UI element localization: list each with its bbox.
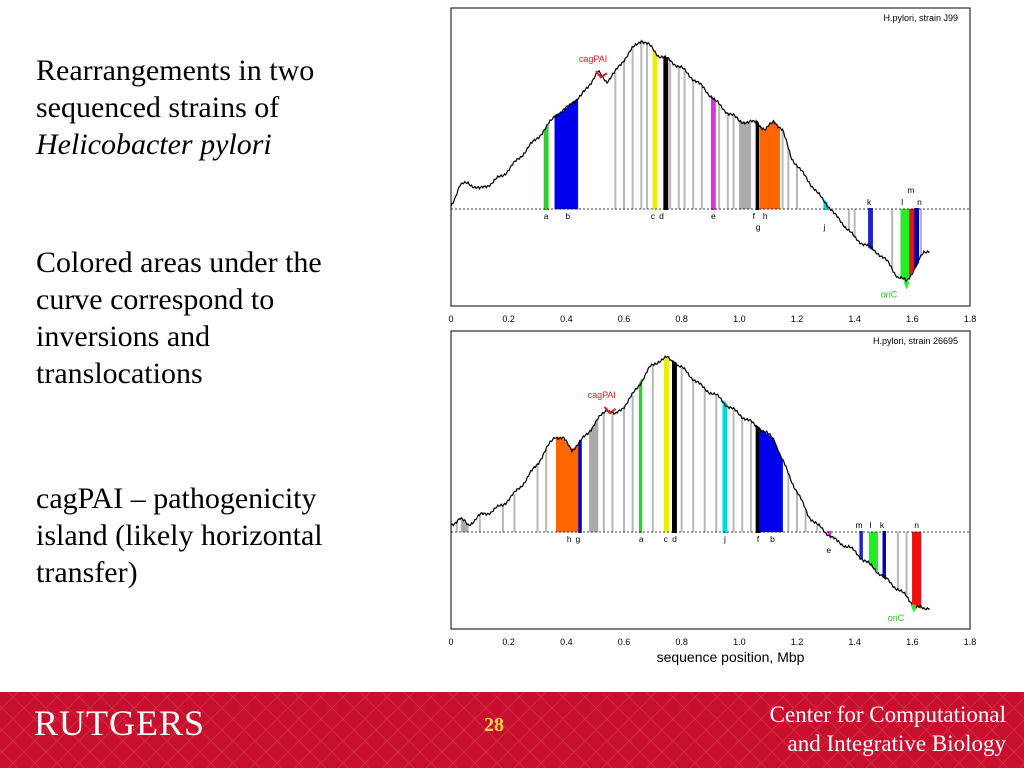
chart2-colored-band [860, 532, 861, 558]
chart2-band-label: d [672, 534, 677, 544]
chart2-band-label: e [826, 545, 832, 555]
chart2-x-tick-label: 1.0 [733, 637, 746, 647]
chart1-x-tick-label: 0 [448, 314, 454, 324]
chart2-band-label: f [756, 534, 760, 544]
text-line: sequenced strains of [36, 91, 280, 124]
text-line: Colored areas under the [36, 246, 322, 279]
page-number: 28 [484, 714, 504, 736]
chart2-band-label: l [869, 520, 872, 530]
chart1-cagpai-label: cagPAI [578, 54, 608, 65]
chart2-strain-title: H.pylori, strain 26695 [872, 336, 958, 346]
chart1-colored-band [915, 209, 918, 267]
chart1-band-label: d [659, 211, 664, 221]
chart2-band-label: n [914, 520, 920, 530]
chart1-band-label: a [543, 211, 549, 221]
chart2-colored-band [673, 362, 676, 532]
chart2-colored-band [640, 381, 641, 532]
chart1-band-label: e [711, 211, 716, 221]
chart1-colored-band [712, 97, 715, 209]
chart2-x-tick-label: 0.2 [502, 637, 515, 647]
chart1-colored-band [760, 121, 780, 209]
chart2-colored-band [912, 532, 921, 608]
chart2-colored-band [757, 426, 760, 532]
chart2-colored-band [884, 532, 885, 578]
chart1-x-tick-label: 0.6 [617, 314, 631, 324]
chart2-x-tick-label: 0.4 [560, 637, 573, 647]
chart1-x-tick-label: 1.6 [906, 314, 919, 324]
chart1-band-label: c [650, 211, 655, 221]
text-line: inversions and [36, 320, 211, 353]
text-line: Rearrangements in two [36, 54, 315, 87]
chart1-x-tick-label: 0.4 [560, 314, 573, 324]
chart1-x-tick-label: 1.0 [733, 314, 746, 324]
chart2-band-label: m [855, 520, 863, 530]
chart1-colored-band [664, 58, 667, 209]
chart1-colored-band [869, 209, 872, 249]
text-line: transfer) [36, 556, 138, 589]
center-logo-line: and Integrative Biology [787, 731, 1006, 756]
chart2-band-label: b [770, 534, 775, 544]
chart2-x-tick-label: 1.6 [906, 637, 919, 647]
chart2-colored-band [723, 402, 726, 532]
text-line: cagPAI – pathogenicity [36, 482, 317, 515]
chart1-x-tick-label: 1.2 [790, 314, 804, 324]
text-line: translocations [36, 357, 203, 390]
chart1-band-label: n [917, 197, 922, 207]
chart1-x-tick-label: 1.8 [963, 314, 977, 324]
chart1-colored-band [757, 122, 758, 209]
chart2-x-tick-label: 0.6 [617, 637, 631, 647]
chart2-colored-band [556, 437, 579, 532]
chart2-band-label: h [566, 534, 572, 544]
chart1-colored-band [739, 120, 751, 209]
center-logo [770, 700, 1006, 758]
chart2-colored-band [579, 442, 580, 532]
chart2-band-label: c [663, 534, 668, 544]
chart2-x-tick-label: 0 [448, 637, 454, 647]
chart1-strain-title: H.pylori, strain J99 [883, 13, 958, 23]
chart2-x-tick-label: 1.8 [963, 637, 977, 647]
rutgers-logo: RUTGERS [34, 703, 206, 743]
chart2-x-tick-label: 1.4 [848, 637, 861, 647]
chart1-band-label: h [762, 211, 768, 221]
chart1-oric-label: oriC [880, 289, 898, 300]
chart1-band-label: b [565, 211, 571, 221]
chart2-x-tick-label: 0.8 [675, 637, 688, 647]
chart2-x-axis-title: sequence position, Mbp [656, 649, 805, 665]
chart1-band-label: l [901, 197, 904, 207]
chart2-colored-band [589, 420, 598, 532]
text-line: curve correspond to [36, 283, 275, 316]
text-line: island (likely horizontal [36, 519, 323, 552]
chart2-cagpai-label: cagPAI [587, 389, 616, 400]
chart2-x-tick-label: 1.2 [790, 637, 804, 647]
chart2-colored-band [664, 358, 668, 532]
chart1-band-label: k [866, 197, 872, 207]
chart1-x-tick-label: 0.8 [675, 314, 688, 324]
text-line-species: Helicobacter pylori [36, 128, 272, 161]
chart1-band-label: j [823, 222, 826, 232]
chart2-band-label: j [723, 534, 726, 544]
chart1-x-tick-label: 1.4 [848, 314, 861, 324]
chart1-band-label: f [752, 211, 755, 221]
chart2-band-label: a [638, 534, 644, 544]
chart1-colored-band [653, 49, 657, 209]
chart1-x-tick-label: 0.2 [502, 314, 515, 324]
chart1-band-label: g [755, 222, 761, 232]
footer-bar [0, 692, 1024, 768]
chart1-colored-band [901, 209, 910, 281]
chart2-band-label: g [575, 534, 581, 544]
center-logo-line: Center for Computational [769, 702, 1006, 727]
chart2-oric-label: oriC [887, 612, 905, 623]
chart2-band-label: k [879, 520, 885, 530]
chart1-colored-band [545, 126, 548, 209]
chart1-band-label: m [907, 185, 915, 195]
